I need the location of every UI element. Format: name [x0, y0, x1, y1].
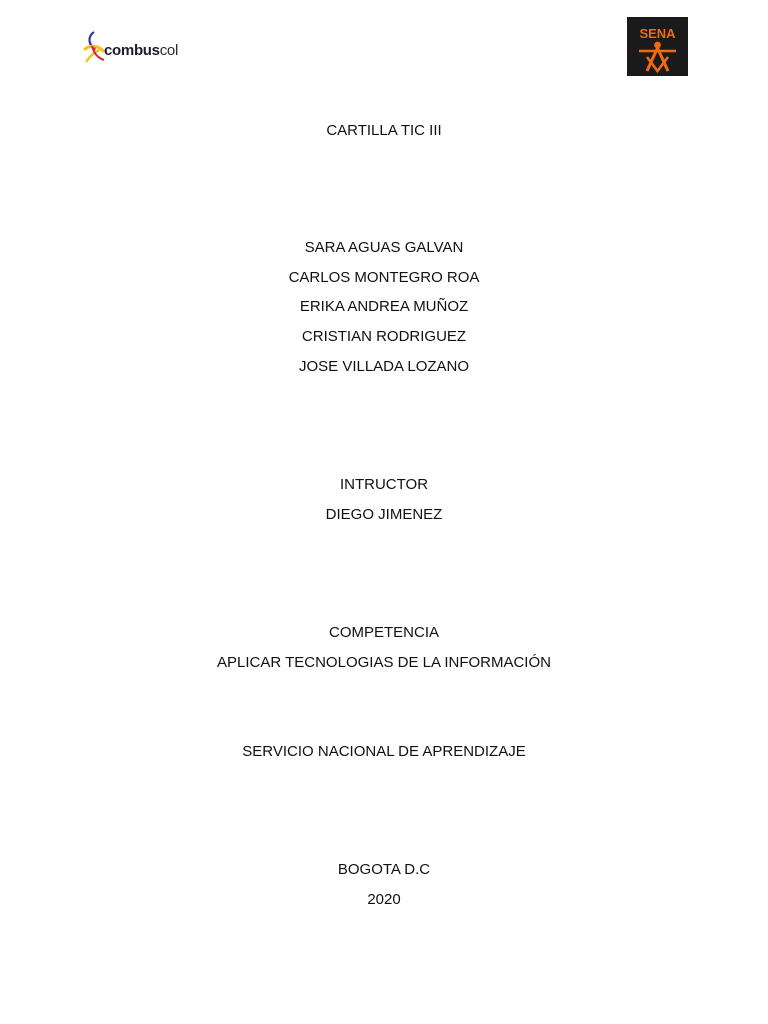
- combuscol-logo: [80, 28, 180, 68]
- author-1: SARA AGUAS GALVAN: [304, 239, 464, 256]
- institution-name: SERVICIO NACIONAL DE APRENDIZAJE: [242, 743, 526, 760]
- author-4: CRISTIAN RODRIGUEZ: [301, 328, 467, 345]
- author-2: CARLOS MONTEGRO ROA: [288, 269, 480, 286]
- sena-text: SENA: [639, 26, 676, 41]
- instructor-label: INTRUCTOR: [339, 476, 429, 493]
- document-title: CARTILLA TIC III: [326, 122, 442, 139]
- sena-mark-icon: [627, 17, 688, 76]
- competencia-label: COMPETENCIA: [328, 624, 439, 641]
- instructor-name: DIEGO JIMENEZ: [325, 506, 443, 523]
- author-5: JOSE VILLADA LOZANO: [298, 358, 470, 375]
- place: BOGOTA D.C: [337, 861, 431, 878]
- combuscol-wordmark: combuscol: [104, 42, 178, 59]
- competencia-value: APLICAR TECNOLOGIAS DE LA INFORMACIÓN: [217, 654, 551, 671]
- author-3: ERIKA ANDREA MUÑOZ: [299, 298, 469, 315]
- sena-logo: [627, 17, 688, 76]
- year: 2020: [367, 891, 401, 908]
